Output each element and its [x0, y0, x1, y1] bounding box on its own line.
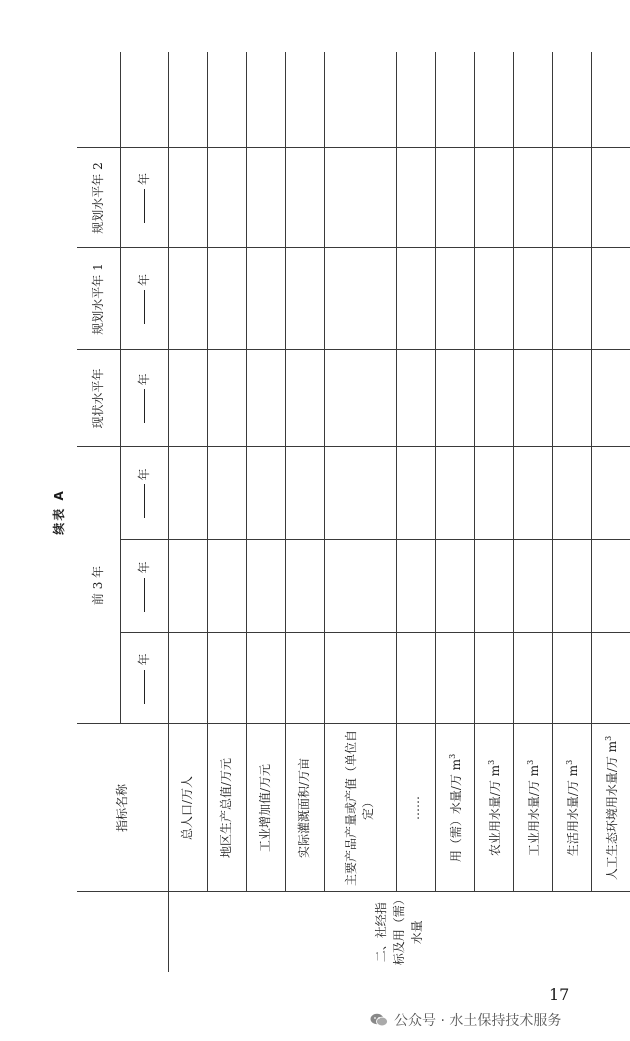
table-row — [591, 52, 630, 972]
row-label: 地区生产总值/万元 — [207, 724, 246, 892]
table-row — [474, 52, 513, 972]
table-header-row-1 — [77, 52, 120, 972]
table-caption: 续表 A — [51, 489, 66, 535]
row-label: …… — [396, 724, 435, 892]
table-row — [168, 52, 207, 972]
extra-header-cell — [77, 52, 120, 148]
table-row — [513, 52, 552, 972]
table-row — [396, 52, 435, 972]
table-row — [324, 52, 396, 972]
row-label: 人工生态环境用水量/万 $m^3$ — [591, 724, 630, 892]
table-row — [552, 52, 591, 972]
row-label: 主要产品产量或产值（单位自定） — [324, 724, 396, 892]
year-cell: 年 — [120, 350, 168, 447]
category-header-cell — [77, 892, 168, 972]
prev-3-years-header: 前 3 年 — [77, 447, 120, 724]
row-label: 工业用水量/万 $m^3$ — [513, 724, 552, 892]
indicator-name-header: 指标名称 — [77, 724, 168, 892]
footer-text: 公众号 · 水土保持技术服务 — [394, 1013, 562, 1029]
extra-cell — [120, 52, 168, 148]
row-label: 生活用水量/万 $m^3$ — [552, 724, 591, 892]
row-label: 工业增加值/万元 — [246, 724, 285, 892]
footer-watermark — [370, 1010, 561, 1030]
year-cell: 年 — [120, 540, 168, 633]
plan-level-2-header: 规划水平年 2 — [77, 148, 120, 248]
wechat-icon — [370, 1013, 388, 1027]
table-row — [285, 52, 324, 972]
year-cell: 年 — [120, 633, 168, 724]
table-row — [207, 52, 246, 972]
current-level-header: 现状水平年 — [77, 350, 120, 447]
row-label: 用（需）水量/万 $m^3$ — [435, 724, 474, 892]
plan-level-1-header: 规划水平年 1 — [77, 248, 120, 350]
table-row — [246, 52, 285, 972]
page-number: 17 — [549, 985, 570, 1004]
indicator-table — [77, 52, 630, 972]
category-cell: 二、社经指标及用（需）水量 — [168, 892, 630, 972]
row-label: 实际灌溉面积/万亩 — [285, 724, 324, 892]
year-cell: 年 — [120, 148, 168, 248]
row-label: 农业用水量/万 $m^3$ — [474, 724, 513, 892]
table-row — [435, 52, 474, 972]
year-cell: 年 — [120, 447, 168, 540]
rotated-table-block — [42, 52, 620, 972]
year-cell: 年 — [120, 248, 168, 350]
row-label: 总人口/万人 — [168, 724, 207, 892]
